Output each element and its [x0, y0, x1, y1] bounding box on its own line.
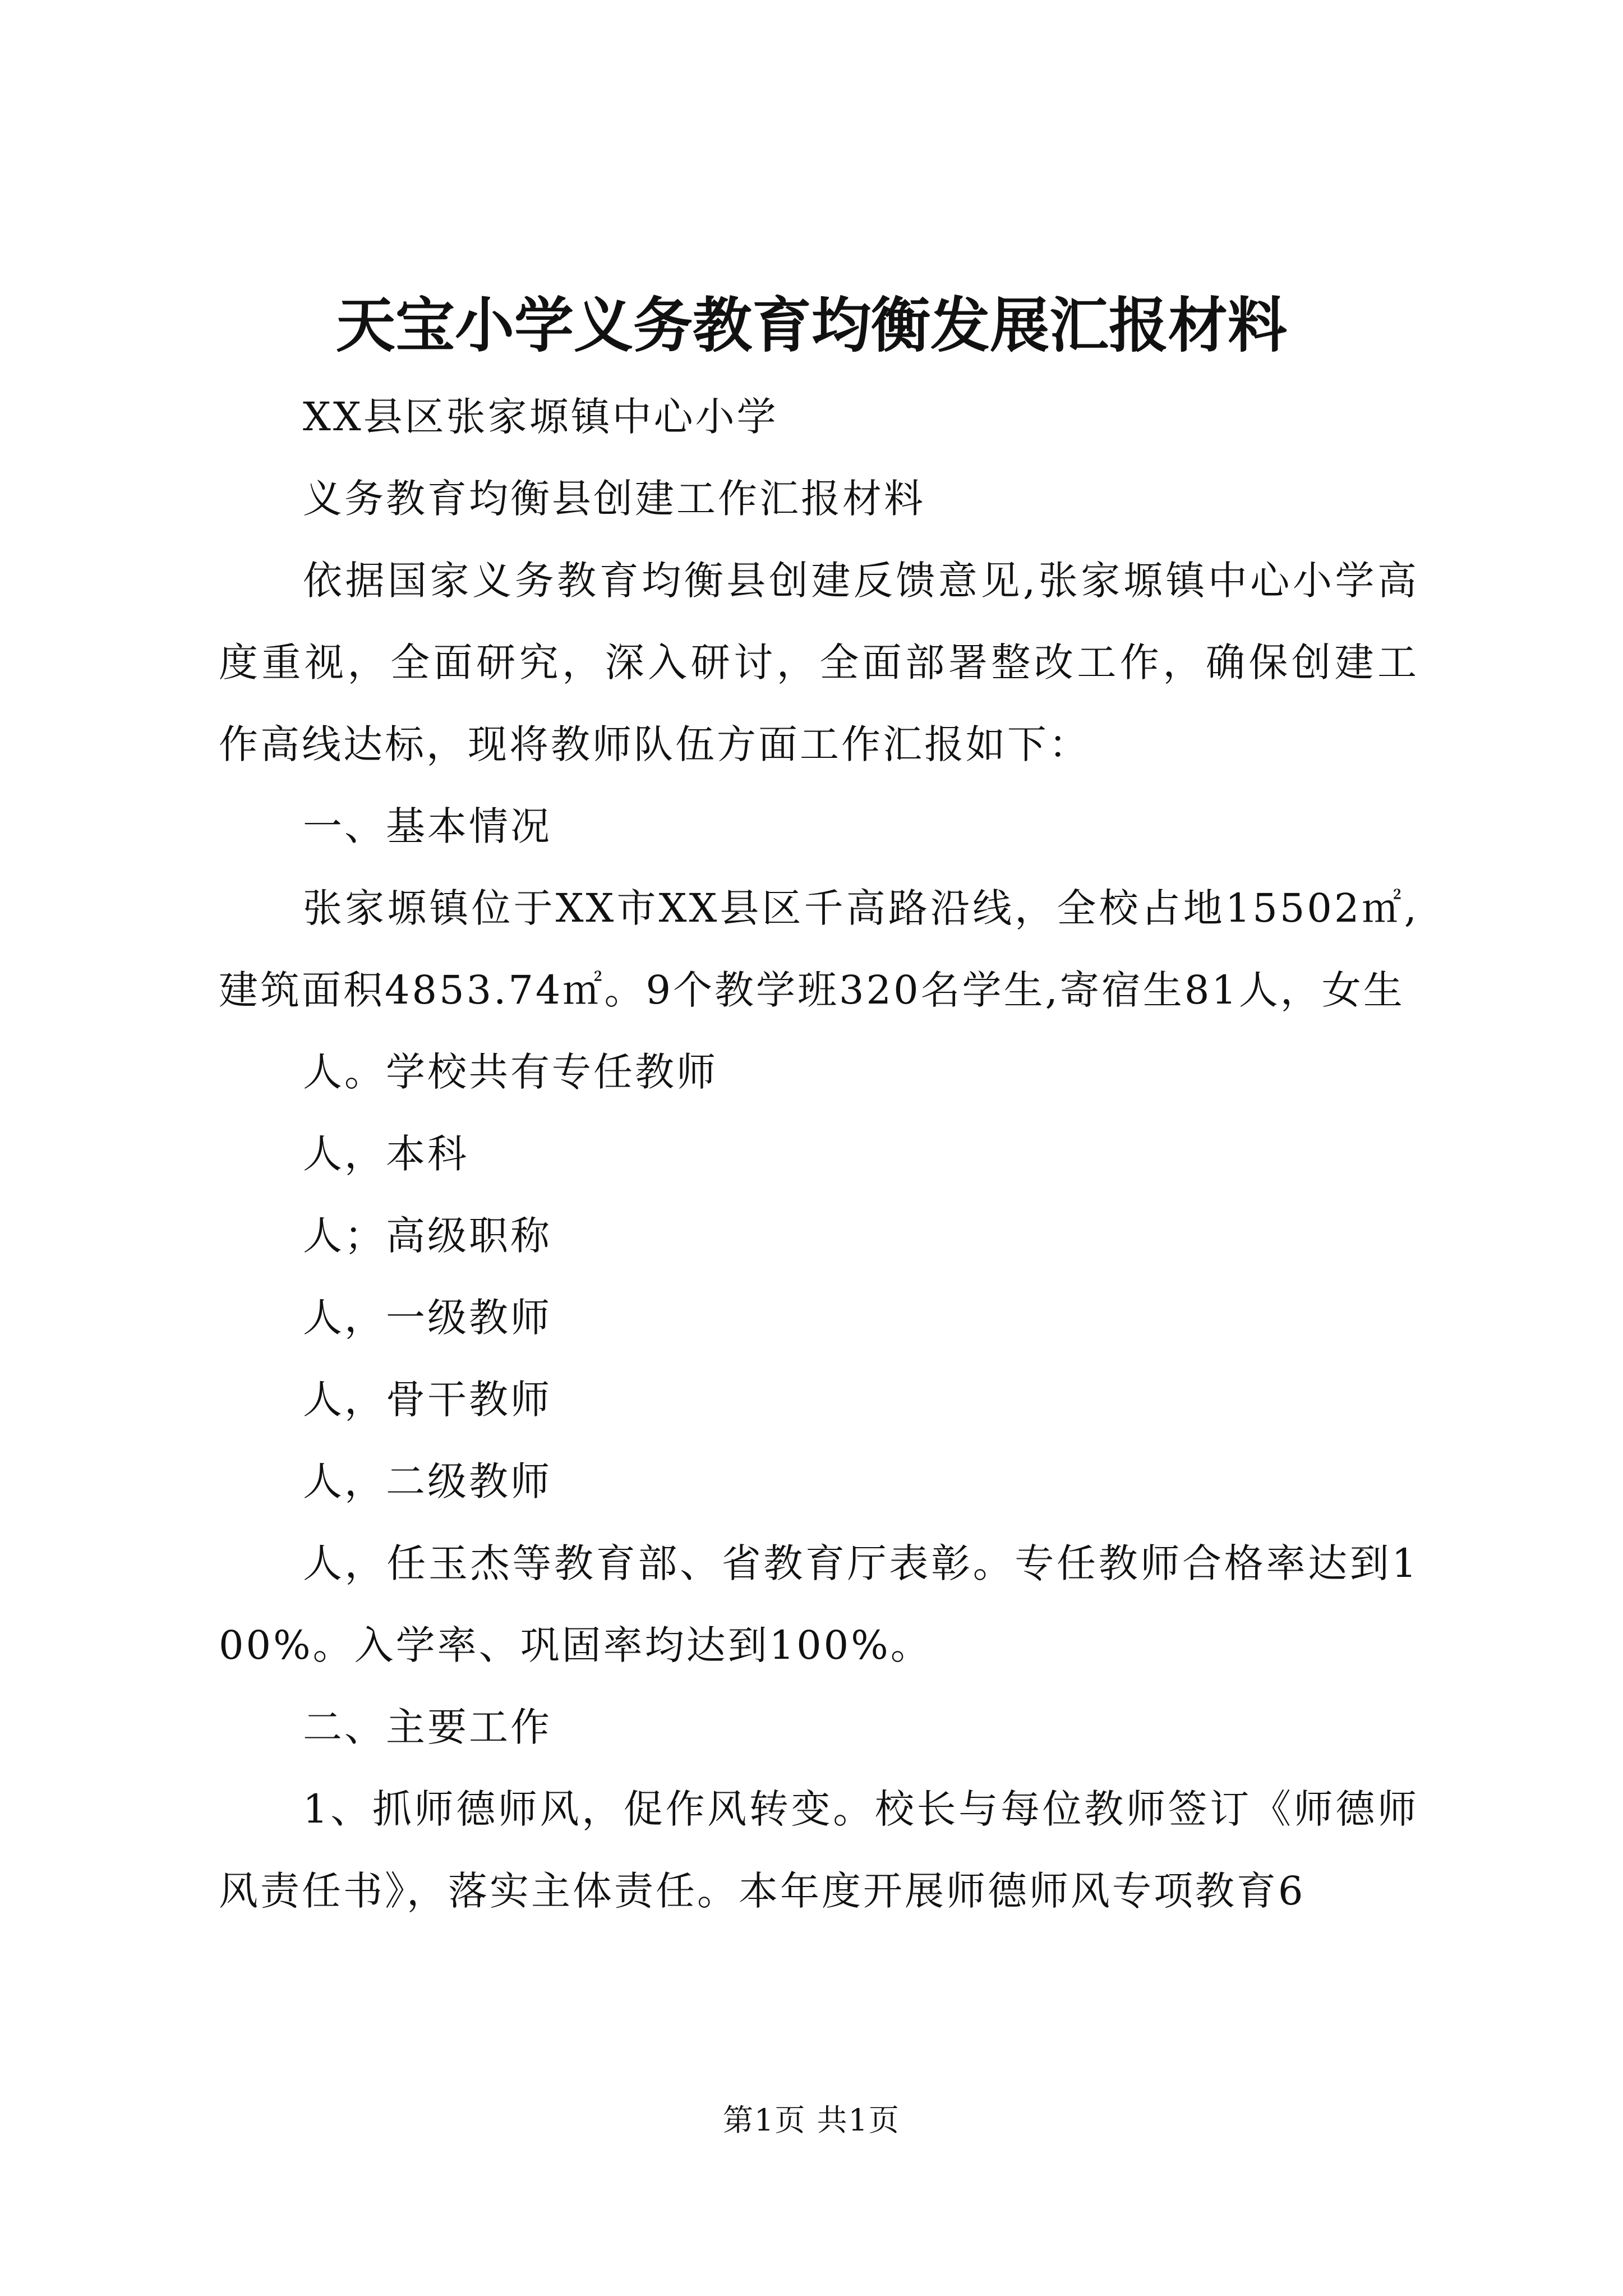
document-body	[219, 376, 1419, 1932]
paragraph-teachers-total: 人。学校共有专任教师	[303, 1049, 718, 1095]
paragraph-senior-title: 人；高级职称	[303, 1213, 552, 1259]
section-heading-basic: 一、基本情况	[303, 803, 552, 849]
section-heading-main-work: 二、主要工作	[303, 1704, 552, 1750]
paragraph-second-level: 人，二级教师	[303, 1458, 552, 1504]
paragraph-intro: 依据国家义务教育均衡县创建反馈意见,张家塬镇中心小学高度重视，全面研究，深入研讨，全面部署整改工作，确保创建工作高线达标，现将教师队伍方面工作汇报如下：	[219, 558, 1419, 767]
paragraph-backbone: 人，骨干教师	[303, 1377, 552, 1423]
paragraph-undergraduate: 人，本科	[303, 1131, 469, 1177]
document-title: 天宝小学义务教育均衡发展汇报材料	[336, 290, 1287, 360]
paragraph-school-name: XX县区张家塬镇中心小学	[303, 394, 778, 440]
page-number-footer: 第1页 共1页	[723, 2102, 900, 2138]
paragraph-ethics-work: 1、抓师德师风，促作风转变。校长与每位教师签订《师德师风责任书》，落实主体责任。本年度开展师德师风专项教育6	[219, 1786, 1419, 1914]
paragraph-first-level: 人，一级教师	[303, 1295, 552, 1341]
paragraph-basic-info: 张家塬镇位于XX市XX县区千高路沿线，全校占地15502㎡,建筑面积4853.74㎡。9个教学班320名学生,寄宿生81人，女生	[219, 885, 1419, 1013]
paragraph-awards-rates: 人，任玉杰等教育部、省教育厅表彰。专任教师合格率达到100%。入学率、巩固率均达到100%。	[219, 1540, 1419, 1668]
paragraph-report-subtitle: 义务教育均衡县创建工作汇报材料	[303, 476, 925, 522]
